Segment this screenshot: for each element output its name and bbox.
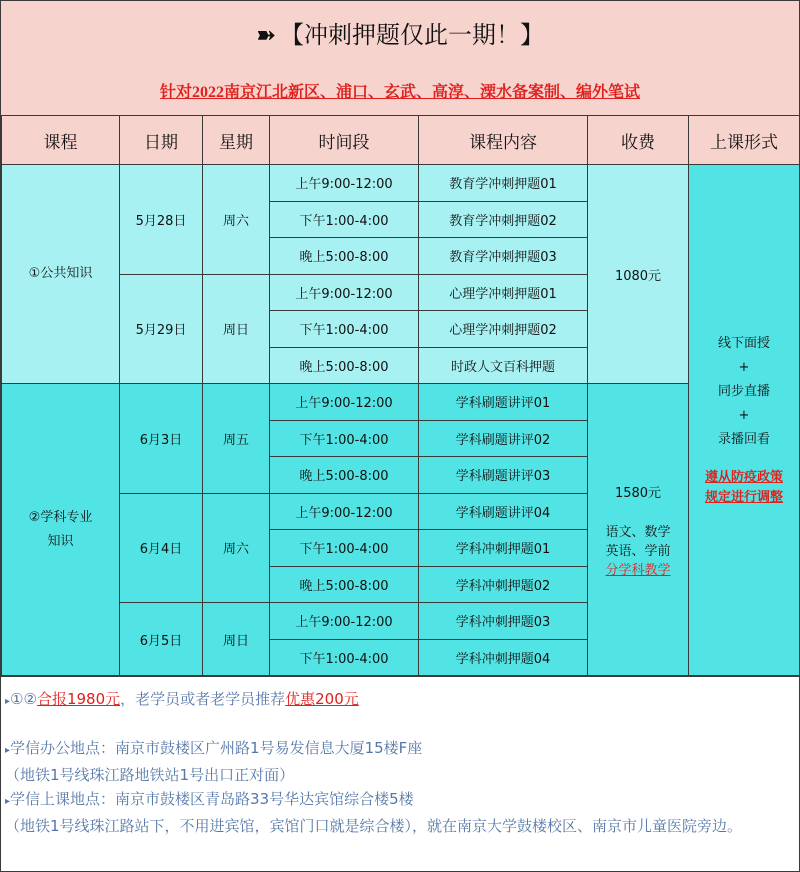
weekday-cell: 周日: [203, 603, 270, 676]
content-cell: 学科刷题讲评04: [419, 493, 588, 530]
header-format: 上课形式: [689, 116, 800, 165]
header-time: 时间段: [270, 116, 419, 165]
arrows-icon: ➽: [255, 21, 277, 49]
time-cell: 上午9:00-12:00: [270, 493, 419, 530]
time-cell: 晚上5:00-8:00: [270, 566, 419, 603]
weekday-cell: 周日: [203, 274, 270, 384]
time-cell: 下午1:00-4:00: [270, 201, 419, 238]
time-cell: 下午1:00-4:00: [270, 530, 419, 567]
time-cell: 上午9:00-12:00: [270, 274, 419, 311]
date-cell: 6月3日: [120, 384, 203, 494]
table-header-row: [2, 116, 800, 165]
package-offer: [5, 687, 793, 714]
time-cell: 晚上5:00-8:00: [270, 238, 419, 275]
course-public-knowledge: ①公共知识: [2, 165, 120, 384]
date-cell: 6月4日: [120, 493, 203, 603]
course-name-line: ②学科专业: [28, 509, 93, 525]
weekday-cell: 周六: [203, 493, 270, 603]
format-live: 同步直播: [717, 384, 770, 399]
time-cell: 晚上5:00-8:00: [270, 347, 419, 384]
content-cell: 教育学冲刺押题03: [419, 238, 588, 275]
time-cell: 晚上5:00-8:00: [270, 457, 419, 494]
content-cell: 学科冲刺押题03: [419, 603, 588, 640]
time-cell: 下午1:00-4:00: [270, 311, 419, 348]
combined-price: 合报1980元: [36, 690, 121, 708]
office-address: [5, 736, 793, 763]
policy-note: 规定进行调整: [704, 490, 783, 505]
content-cell: 心理学冲刺押题01: [419, 274, 588, 311]
fee-public: 1080元: [588, 165, 689, 384]
class-directions: （地铁1号线珠江路站下，不用进宾馆，宾馆门口就是综合楼），就在南京大学鼓楼校区、南京市儿童医院旁边。: [5, 817, 743, 835]
fee-note: 语文、数学: [605, 524, 671, 540]
header-course: 课程: [2, 116, 120, 165]
date-cell: 5月28日: [120, 165, 203, 275]
header-fee: 收费: [588, 116, 689, 165]
content-cell: 学科冲刺押题01: [419, 530, 588, 567]
header-content: 课程内容: [419, 116, 588, 165]
content-cell: 教育学冲刺押题01: [419, 165, 588, 202]
class-format-cell: [689, 165, 800, 676]
offer-prefix: ①②: [10, 690, 37, 708]
page-title: [1, 15, 799, 50]
date-cell: 6月5日: [120, 603, 203, 676]
policy-note: 遵从防疫政策: [704, 470, 783, 485]
bullet-icon: ▸: [5, 796, 11, 807]
time-cell: 下午1:00-4:00: [270, 420, 419, 457]
info-footer: [1, 676, 799, 872]
bullet-icon: ▸: [5, 696, 11, 707]
bullet-icon: ▸: [5, 745, 11, 756]
time-cell: 上午9:00-12:00: [270, 165, 419, 202]
course-name-line: 知识: [47, 533, 74, 549]
fee-subject: [588, 384, 689, 676]
content-cell: 学科冲刺押题04: [419, 639, 588, 676]
fee-amount: 1580元: [614, 485, 662, 501]
header-weekday: 星期: [203, 116, 270, 165]
course-subject-knowledge: [2, 384, 120, 676]
header-date: 日期: [120, 116, 203, 165]
discount-amount: 优惠200元: [285, 690, 359, 708]
office-directions: （地铁1号线珠江路地铁站1号出口正对面）: [5, 766, 295, 784]
page-subtitle: 针对2022南京江北新区、浦口、玄武、高淳、溧水备案制、编外笔试: [159, 84, 640, 101]
offer-middle: ，老学员或者老学员推荐: [120, 690, 286, 708]
content-cell: 学科刷题讲评02: [419, 420, 588, 457]
schedule-table: [1, 115, 800, 676]
class-address: [5, 787, 793, 814]
content-cell: 学科冲刺押题02: [419, 566, 588, 603]
content-cell: 学科刷题讲评01: [419, 384, 588, 421]
format-plus: +: [738, 408, 750, 423]
content-cell: 心理学冲刺押题02: [419, 311, 588, 348]
office-address-text: 学信办公地点：南京市鼓楼区广州路1号易发信息大厦15楼F座: [10, 739, 423, 757]
table-row: [2, 384, 800, 421]
content-cell: 时政人文百科押题: [419, 347, 588, 384]
fee-note: 英语、学前: [605, 543, 671, 559]
time-cell: 上午9:00-12:00: [270, 603, 419, 640]
time-cell: 下午1:00-4:00: [270, 639, 419, 676]
time-cell: 上午9:00-12:00: [270, 384, 419, 421]
table-row: [2, 165, 800, 202]
weekday-cell: 周五: [203, 384, 270, 494]
content-cell: 学科刷题讲评03: [419, 457, 588, 494]
poster-header: [1, 1, 799, 116]
class-address-text: 学信上课地点：南京市鼓楼区青岛路33号华达宾馆综合楼5楼: [10, 790, 414, 808]
format-offline: 线下面授: [717, 336, 770, 351]
weekday-cell: 周六: [203, 165, 270, 275]
format-plus: +: [738, 360, 750, 375]
format-replay: 录播回看: [717, 432, 770, 447]
content-cell: 教育学冲刺押题02: [419, 201, 588, 238]
date-cell: 5月29日: [120, 274, 203, 384]
title-text: 【冲刺押题仅此一期！】: [280, 21, 545, 49]
fee-note-highlight: 分学科教学: [605, 562, 671, 578]
